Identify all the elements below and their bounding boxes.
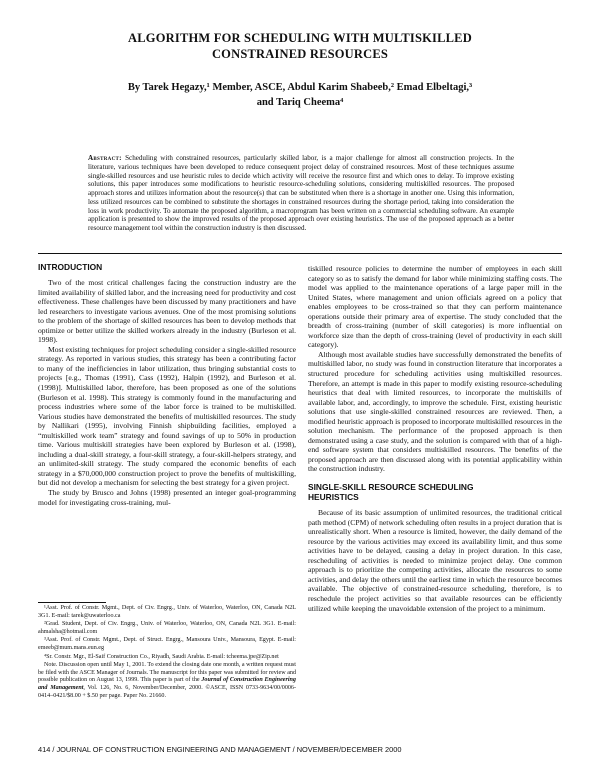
author-list	[40, 80, 560, 110]
intro-paragraph-1: Two of the most critical challenges facing the construction industry are the limited availability of skilled labor, and the increasing need for productivity and cost effectiveness. These challenges have been discussed by many practitioners and have led researchers to investigate various avenues. One of the most promising solutions to the problem of the shortage of skilled resources has been to develop methods that optimize or better utilize the skilled workers already in the industry (Burleson et al. 1998).	[38, 278, 296, 345]
note-text-a: Note. Discussion open until May 1, 2001. To extend the closing date one month, a written request must be filed with the ASCE Manager of Journals. The manuscript for this paper was submitted for review and possible publication on August 13, 1999. This paper is part of the	[38, 662, 296, 684]
paper-title	[40, 30, 560, 62]
heading-single-skill-line-1: SINGLE-SKILL RESOURCE SCHEDULING	[308, 482, 474, 493]
abstract-text: Scheduling with constrained resources, particularly skilled labor, is a major challenge for almost all construction projects. In the literature, various techniques have been developed to reduce consequent project delay of constrained resources. Most of these techniques assume single-skilled resources and use heuristic rules to decide which activity will receive the resource first and which ones to delay. To improve existing solutions, this paper introduces some modifications to heuristic resource-scheduling solutions, considering multiskilled resources. The proposed approach stores and utilizes information about the resource(s) that can be substituted when there is a shortage in another one. Using this information, less utilized resources can be combined to substitute the shortages in constrained resources during the shortage period, taking into consideration the loss in work productivity. To automate the proposed algorithm, a macroprogram has been written on a commercial scheduling software. An example application is presented to show the improved results of the proposed approach over existing heuristics. The use of the proposed approach as a better resource management tool within the construction industry is then discussed.	[88, 154, 514, 232]
footnote-2: ²Grad. Student, Dept. of Civ. Engrg., Univ. of Waterloo, Waterloo, ON, Canada N2L 3G1. E-mail: ahmalsha@hotmail.com	[38, 621, 296, 635]
footnote-4: ⁴Sr. Constr. Mgr., El-Saif Construction Co., Riyadh, Saudi Arabia. E-mail: tcheema.jpe@Zip.net	[44, 653, 279, 660]
intro-paragraph-2: Most existing techniques for project scheduling consider a single-skilled resource strategy. As reported in various studies, this strategy has been a contributing factor to many of the inefficiencies in labor utilization, thus bringing substantial costs to projects [e.g., Thomas (1991), Cass (1992), Halpin (1992), and Burleson et al. (1998)]. Multiskilled labor, therefore, has been proposed as one of the solutions (Burleson et al. 1998). This strategy is commonly found in the manufacturing and process industries where some of the labor force is trained to be multiskilled. Various studies have demonstrated the benefits of multiskilled resources. The study by Nallikari (1995), involving Finnish shipbuilding facilities, employed a “multiskilled work team” strategy and found savings of up to 50% in production time. Various multiskill strategies have been explored by Burleson et al. (1998), including a dual-skill strategy, a four-skill strategy, a four-skill-helpers strategy, and an unlimited-skill strategy. The study compared the economic benefits of each strategy in a $70,000,000 construction project to prove the benefits of multiskilling, but did not develop a mechanism for selecting the best strategy for a given project.	[38, 344, 296, 488]
title-line-2: CONSTRAINED RESOURCES	[211, 47, 389, 61]
section-divider	[38, 253, 562, 254]
journal-name: Journal of Construction Engineering and Management	[38, 677, 296, 691]
footnotes	[38, 605, 296, 701]
right-column	[308, 264, 562, 613]
heuristics-paragraph: Because of its basic assumption of unlimited resources, the traditional critical path method (CPM) of network scheduling often results in a project duration that is unrealistically short. When a resource is limited, however, the daily demand of the resource by the various activities may exceed its availability limit, and thus some activities have to be delayed, causing a delay in project duration. In this case, rescheduling of activities is needed to minimize project delay. One common approach is to prioritize the competing activities, allocate the resources to some activities, and delay the others until the earliest time in which the resource becomes available. The objective of constrained-resource scheduling, therefore, is to reschedule the project activities so that available resources can be efficiently utilized while keeping the unavoidable extension of the project to a minimum.	[308, 508, 562, 613]
left-column	[38, 262, 296, 507]
heading-single-skill-line-2: HEURISTICS	[308, 492, 359, 503]
authors-line-2: and Tariq Cheema⁴	[256, 97, 344, 108]
body-paragraph-objective: Although most available studies have successfully demonstrated the benefits of multiskilled labor, no study was found in construction literature that incorporates a structured procedure for scheduling activities using multiskilled resources. Therefore, an attempt is made in this paper to modify existing resource-scheduling heuristics that deal with limited resources, to incorporate the multiskills of available labor, and, accordingly, to improve the schedule. First, existing heuristic solutions that use single-skilled constrained resources are reviewed. Then, a modified heuristic approach is proposed to incorporate multiskilled resources in the solution mechanism. The performance of the proposed approach is then demonstrated using a case study, and the solution is compared with that of a high-end software system that considers multiskilled resources. The benefits of the proposed approach are then discussed along with its potential applicability within the construction industry.	[308, 349, 562, 474]
footnote-3: ³Asst. Prof. of Constr. Mgmt., Dept. of Struct. Engrg., Mansoura Univ., Mansoura, Egypt. E-mail: emeeb@mum.mans.eun.eg	[38, 637, 296, 651]
submission-note	[38, 662, 296, 700]
abstract-label: Abstract:	[88, 154, 122, 162]
abstract	[88, 154, 514, 233]
authors-line-1: By Tarek Hegazy,¹ Member, ASCE, Abdul Karim Shabeeb,² Emad Elbeltagi,³	[127, 82, 473, 93]
intro-paragraph-3: The study by Brusco and Johns (1998) presented an integer goal-programming model for investigating cross-training, mul-	[38, 488, 296, 507]
footnote-1: ¹Asst. Prof. of Constr. Mgmt., Dept. of Civ. Engrg., Univ. of Waterloo, Waterloo, ON, Canada N2L 3G1. E-mail: tarek@uwaterloo.ca	[38, 605, 296, 619]
page-footer: 414 / JOURNAL OF CONSTRUCTION ENGINEERING AND MANAGEMENT / NOVEMBER/DECEMBER 2000	[38, 745, 402, 754]
footnote-rule	[38, 602, 106, 603]
title-line-1: ALGORITHM FOR SCHEDULING WITH MULTISKILLED	[128, 31, 472, 45]
heading-single-skill	[308, 482, 562, 502]
note-text-b: , Vol. 126, No. 6, November/December, 2000. ©ASCE, ISSN 0733-9634/00/0006-0414–0421/$8.00 + $.50 per page. Paper No. 21660.	[38, 684, 297, 699]
body-paragraph-continued: tiskilled resource policies to determine the number of employees in each skill category so as to satisfy the demand for labor while minimizing staffing costs. The model was applied to the maintenance operations of a large paper mill in the United States, where management and union officials agreed on a policy that enables employees to be cross-trained so that they can perform maintenance operations outside their primary area of expertise. The study concluded that the breadth of cross-training (number of skill categories) is more influential on workforce size than the depth of cross-training (level of productivity in each skill category).	[308, 264, 562, 350]
heading-introduction: INTRODUCTION	[38, 262, 103, 272]
